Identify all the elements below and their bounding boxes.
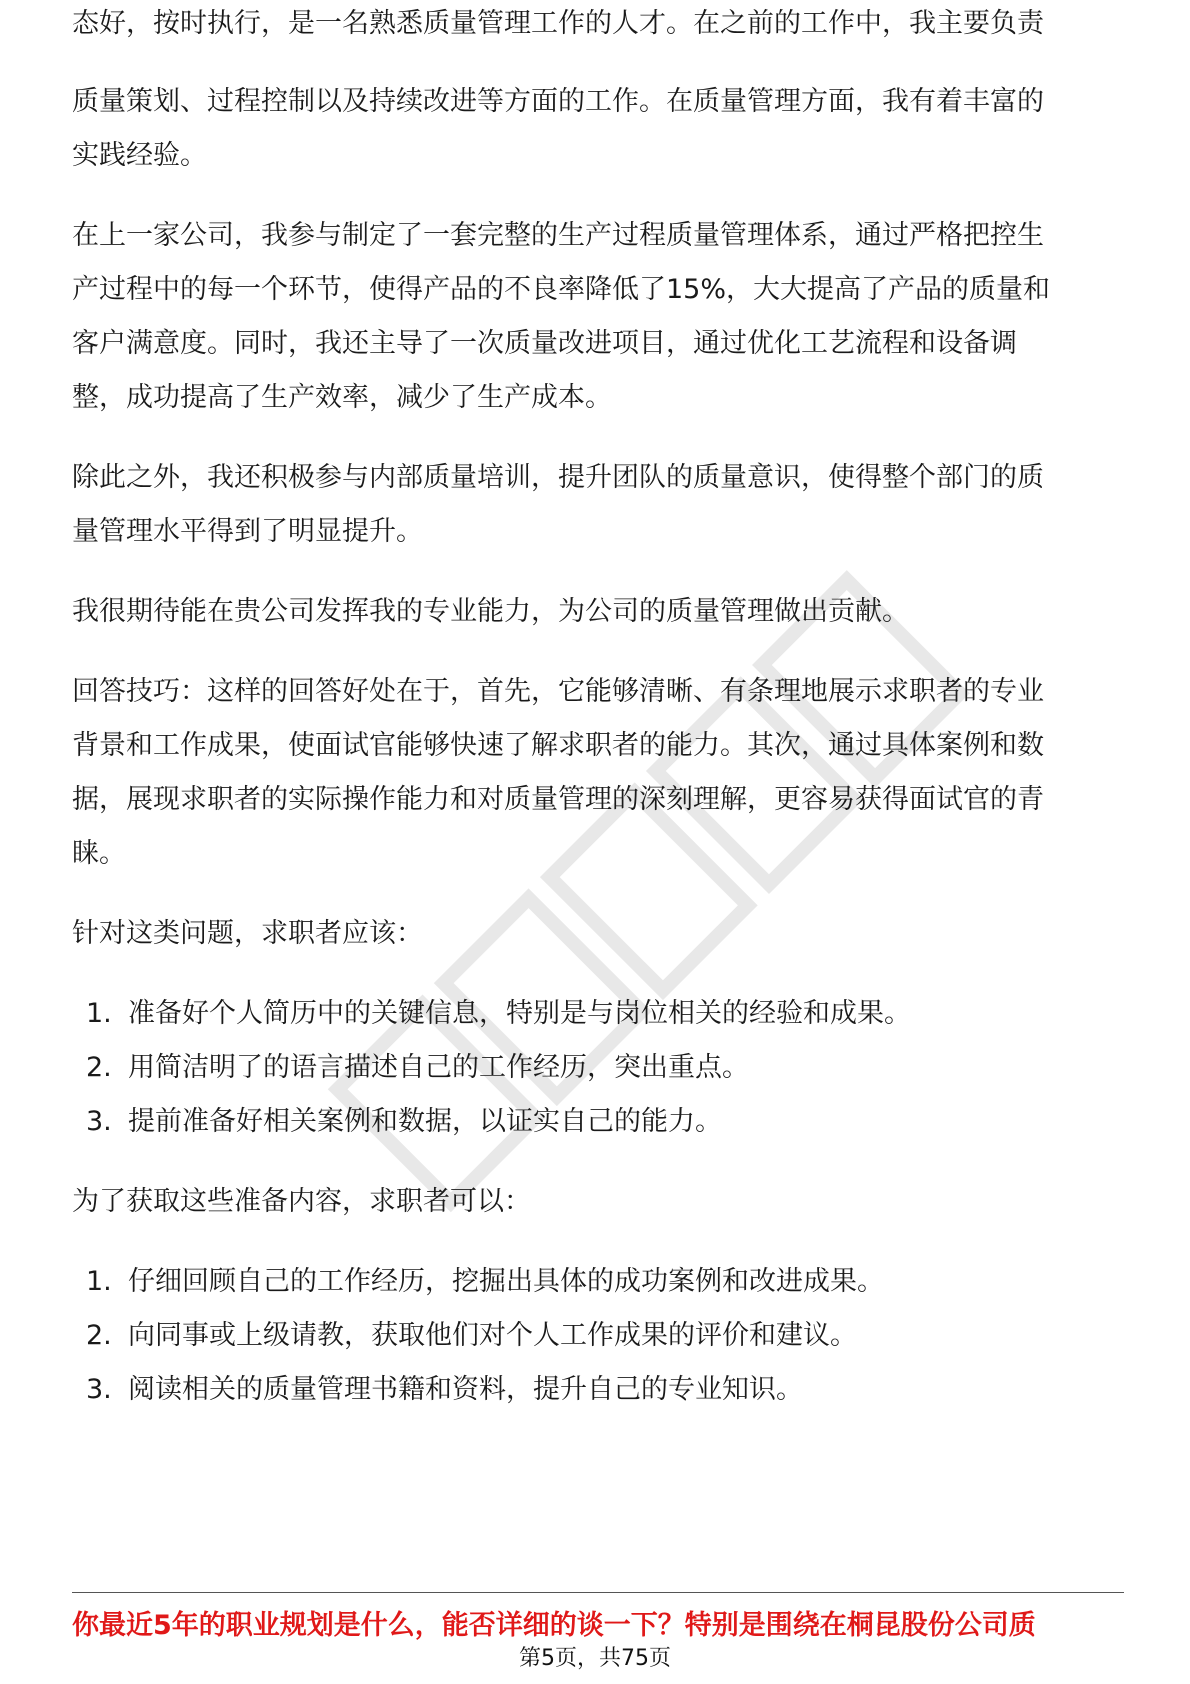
paragraph-2-line-2: 产过程中的每一个环节，使得产品的不良率降低了15%，大大提高了产品的质量和 (72, 274, 1051, 305)
paragraph-2-line-3: 客户满意度。同时，我还主导了一次质量改进项目，通过优化工艺流程和设备调 (72, 328, 1017, 359)
tips-line-1: 回答技巧：这样的回答好处在于，首先，它能够清晰、有条理地展示求职者的专业 (72, 676, 1044, 707)
page-number: 第5页，共75页 (519, 1646, 671, 1671)
should-heading: 针对这类问题，求职者应该： (72, 918, 423, 949)
tips-line-4: 睐。 (72, 838, 126, 869)
footer-divider (72, 1592, 1124, 1593)
list-item-number: 1. (86, 1266, 112, 1297)
list-item-text: 阅读相关的质量管理书籍和资料，提升自己的专业知识。 (128, 1374, 803, 1405)
list-item-text: 用简洁明了的语言描述自己的工作经历，突出重点。 (128, 1052, 749, 1083)
paragraph-1-line-1: 质量策划、过程控制以及持续改进等方面的工作。在质量管理方面，我有着丰富的 (72, 86, 1044, 117)
clipped-top-line: 态好，按时执行，是一名熟悉质量管理工作的人才。在之前的工作中，我主要负责 (72, 8, 1044, 39)
next-question-heading: 你最近5年的职业规划是什么，能否详细的谈一下？特别是围绕在桐昆股份公司质 (72, 1610, 1036, 1641)
list-item-text: 准备好个人简历中的关键信息，特别是与岗位相关的经验和成果。 (128, 998, 911, 1029)
list-item-number: 3. (86, 1106, 112, 1137)
list-item-text: 向同事或上级请教，获取他们对个人工作成果的评价和建议。 (128, 1320, 857, 1351)
list-item-number: 1. (86, 998, 112, 1029)
tips-line-3: 据，展现求职者的实际操作能力和对质量管理的深刻理解，更容易获得面试官的青 (72, 784, 1044, 815)
list-item-number: 2. (86, 1052, 112, 1083)
paragraph-3-line-1: 除此之外，我还积极参与内部质量培训，提升团队的质量意识，使得整个部门的质 (72, 462, 1044, 493)
paragraph-4-line-1: 我很期待能在贵公司发挥我的专业能力，为公司的质量管理做出贡献。 (72, 596, 909, 627)
list-item-text: 仔细回顾自己的工作经历，挖掘出具体的成功案例和改进成果。 (128, 1266, 884, 1297)
paragraph-2-line-4: 整，成功提高了生产效率，减少了生产成本。 (72, 382, 612, 413)
tips-line-2: 背景和工作成果，使面试官能够快速了解求职者的能力。其次，通过具体案例和数 (72, 730, 1044, 761)
paragraph-1-line-2: 实践经验。 (72, 140, 207, 171)
list-item-number: 3. (86, 1374, 112, 1405)
can-heading: 为了获取这些准备内容，求职者可以： (72, 1186, 531, 1217)
paragraph-3-line-2: 量管理水平得到了明显提升。 (72, 516, 423, 547)
paragraph-2-line-1: 在上一家公司，我参与制定了一套完整的生产过程质量管理体系，通过严格把控生 (72, 220, 1044, 251)
list-item-text: 提前准备好相关案例和数据，以证实自己的能力。 (128, 1106, 722, 1137)
list-item-number: 2. (86, 1320, 112, 1351)
